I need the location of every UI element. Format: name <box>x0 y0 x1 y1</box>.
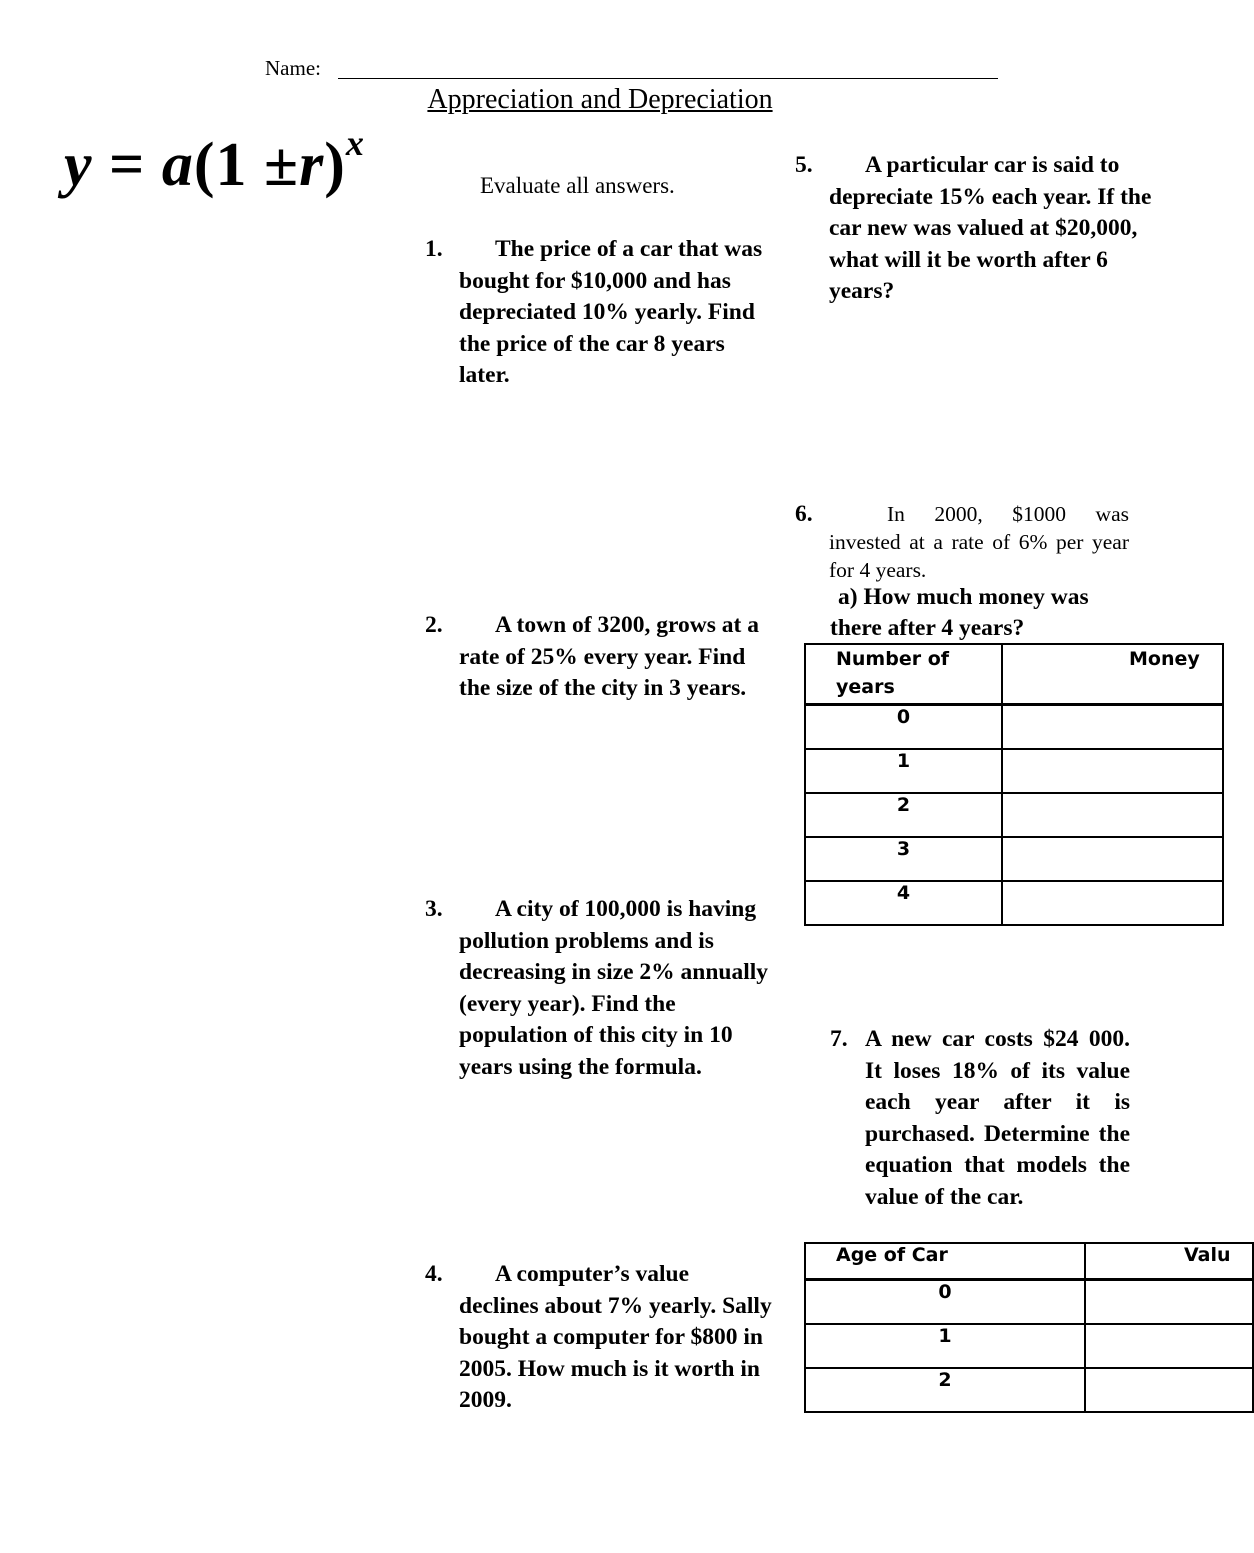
value-answer-cell[interactable] <box>1085 1324 1253 1368</box>
value-answer-cell[interactable] <box>1085 1280 1253 1325</box>
question-text: A town of 3200, grows at a rate of 25% every year. Find the size of the city in 3 years. <box>459 612 759 701</box>
age-cell: 0 <box>805 1280 1085 1325</box>
formula-open: (1 ± <box>193 131 300 199</box>
question-text: The price of a car that was bought for $10,000 and has depreciated 10% yearly. Find the price of the car 8 years later. <box>459 236 763 388</box>
question-number: 2. <box>425 612 443 638</box>
table-row <box>805 749 1223 793</box>
money-table <box>804 643 1224 926</box>
table-row <box>805 1280 1253 1325</box>
instruction-text: Evaluate all answers. <box>480 173 675 198</box>
question-text: A particular car is said to depreciate 15% each year. If the car new was valued at $20,000, what will it be worth after 6 years? <box>829 152 1152 304</box>
exponential-formula <box>64 123 365 201</box>
table-row <box>805 881 1223 925</box>
question-number: 7. <box>830 1026 848 1052</box>
money-answer-cell[interactable] <box>1002 749 1223 793</box>
value-answer-cell[interactable] <box>1085 1368 1253 1412</box>
age-cell: 2 <box>805 1368 1085 1412</box>
question-text: A computer’s value declines about 7% yearly. Sally bought a computer for $800 in 2005. How much is it worth in 2009. <box>459 1261 772 1413</box>
question-text: In 2000, $1000 was invested at a rate of 6% per year for 4 years. <box>829 502 1129 582</box>
formula-a: a <box>161 131 194 199</box>
question-text-last: equation that models the value of the car. <box>865 1152 1130 1210</box>
page-title-text: Appreciation and Depreciation <box>427 84 773 115</box>
header-age-of-car: Age of Car <box>805 1243 1085 1280</box>
money-answer-cell[interactable] <box>1002 793 1223 837</box>
car-value-table <box>804 1242 1254 1413</box>
table-row <box>805 837 1223 881</box>
table-header-row <box>805 1243 1253 1280</box>
question-6-part-a: a) How much money was there after 4 years? <box>830 584 1089 641</box>
money-answer-cell[interactable] <box>1002 705 1223 750</box>
question-text <box>865 1024 1130 1213</box>
formula-exponent: x <box>345 123 365 164</box>
page-title <box>0 84 1200 116</box>
name-blank-line[interactable] <box>338 78 998 79</box>
age-cell: 1 <box>805 1324 1085 1368</box>
question-number: 4. <box>425 1261 443 1287</box>
year-cell: 2 <box>805 793 1002 837</box>
header-number-of-years: Number of years <box>805 644 1002 705</box>
formula-equals: = <box>109 131 146 199</box>
year-cell: 1 <box>805 749 1002 793</box>
question-text-main: A new car costs $24 000. It loses 18% of its value each year after it is purchased. Determine the <box>865 1026 1130 1147</box>
question-number: 6. <box>795 501 813 527</box>
table-row <box>805 705 1223 750</box>
name-label: Name: <box>265 56 321 80</box>
question-text: A city of 100,000 is having pollution problems and is decreasing in size 2% annually (every year). Find the population of this city in 10 years using the formula. <box>459 896 769 1080</box>
table-row <box>805 793 1223 837</box>
question-number: 5. <box>795 152 813 178</box>
formula-r: r <box>299 131 325 199</box>
year-cell: 3 <box>805 837 1002 881</box>
money-answer-cell[interactable] <box>1002 881 1223 925</box>
table-row <box>805 1368 1253 1412</box>
table-row <box>805 1324 1253 1368</box>
question-number: 3. <box>425 896 443 922</box>
money-answer-cell[interactable] <box>1002 837 1223 881</box>
formula-y: y <box>64 131 93 199</box>
year-cell: 0 <box>805 705 1002 750</box>
header-money: Money <box>1002 644 1223 705</box>
question-number: 1. <box>425 236 443 262</box>
table-header-row <box>805 644 1223 705</box>
formula-close: ) <box>324 131 346 199</box>
year-cell: 4 <box>805 881 1002 925</box>
header-value: Valu <box>1085 1243 1253 1280</box>
